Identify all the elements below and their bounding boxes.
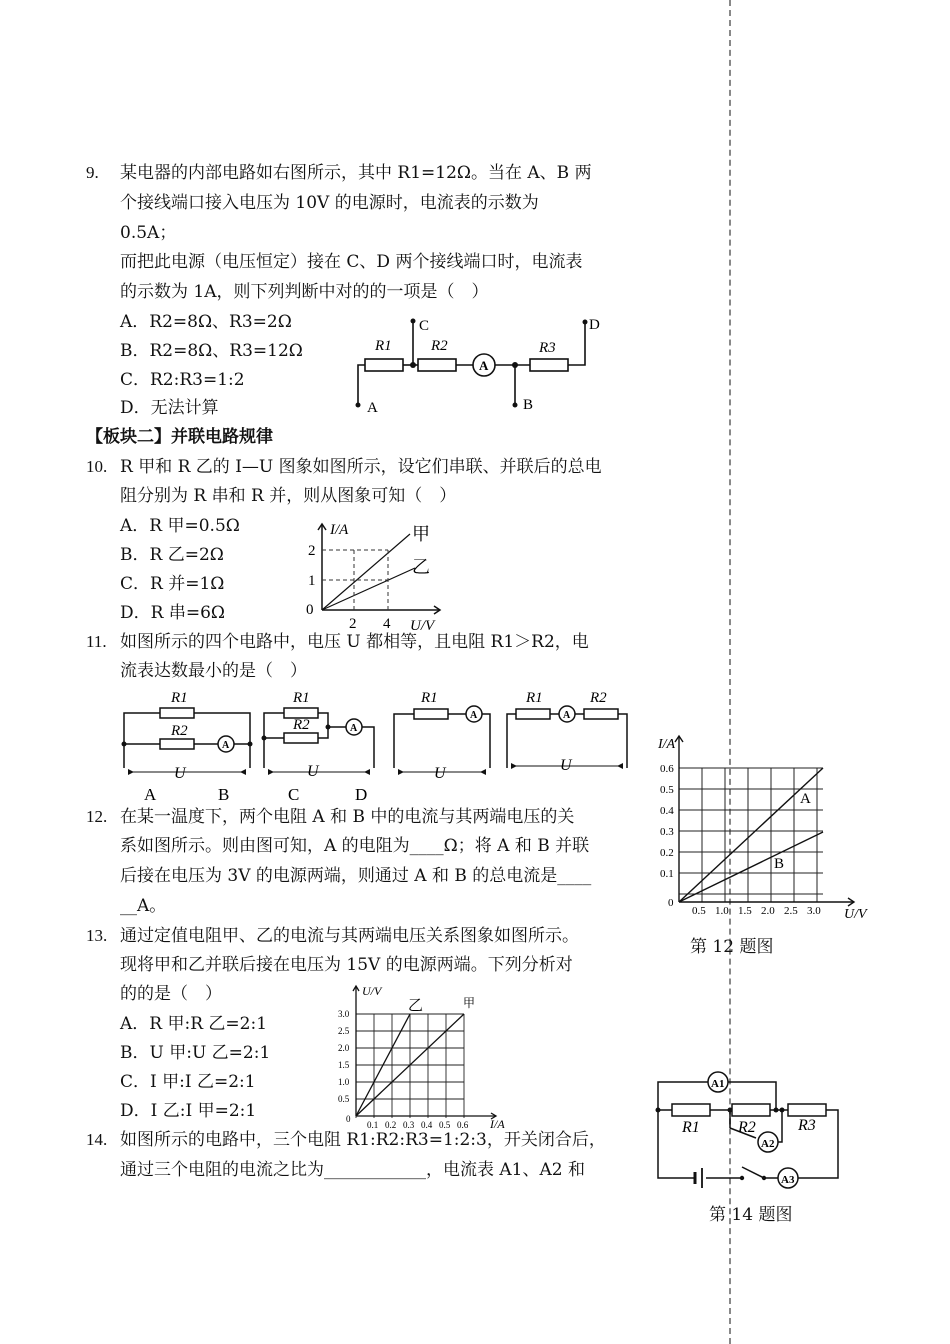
q10-line-jia-label: 甲: [412, 524, 430, 544]
q10-number: 10.: [86, 457, 108, 476]
q11-circuit-label: C: [288, 785, 300, 804]
q14-figure-caption: 第 14 题图: [709, 1205, 793, 1225]
ammeter-a1-icon: A1: [711, 1078, 725, 1090]
q9-circuit-diagram: [345, 312, 610, 417]
q10-option-c: C．R 并=1Ω: [120, 574, 225, 594]
q13-option-a: A．R 甲:R 乙=2:1: [120, 1014, 268, 1034]
q9-line5: 的示数为 1A，则下列判断中对的的一项是（ ）: [120, 282, 489, 302]
ammeter-a3-icon: A3: [781, 1174, 795, 1186]
q11-r2-label: R2: [590, 690, 607, 706]
q13-y-tick: 0: [346, 1114, 351, 1124]
q13-y-tick: 2.0: [338, 1043, 350, 1053]
q12-y-axis-label: I/A: [658, 737, 676, 752]
q12-x-axis-label: U/V: [844, 907, 867, 922]
q10-line2: 阻分别为 R 串和 R 并，则从图象可知（ ）: [120, 486, 457, 506]
q12-x-tick: 1.0: [715, 905, 729, 917]
q9-line1: 某电器的内部电路如右图所示，其中 R1=12Ω。当在 A、B 两: [120, 163, 592, 183]
q13-y-tick: 3.0: [338, 1009, 350, 1019]
q9-terminal-d: D: [589, 317, 600, 333]
q13-y-axis-label: U/V: [362, 984, 382, 998]
q10-x-tick: 4: [383, 616, 391, 632]
q13-line2: 现将甲和乙并联后接在电压为 15V 的电源两端。下列分析对: [120, 955, 573, 975]
section-heading: 【板块二】并联电路规律: [86, 427, 273, 447]
q13-option-b: B．U 甲:U 乙=2:1: [120, 1043, 271, 1063]
q14-number: 14.: [86, 1130, 108, 1149]
q10-line-yi-label: 乙: [412, 557, 430, 577]
q10-option-b: B．R 乙=2Ω: [120, 545, 224, 565]
q12-line-b-label: B: [774, 856, 785, 872]
q13-line1: 通过定值电阻甲、乙的电流与其两端电压关系图象如图所示。: [120, 926, 579, 946]
q12-line4: __A。: [120, 896, 167, 916]
q11-circuit-label: D: [355, 785, 368, 804]
q9-option-a: A．R2=8Ω、R3=2Ω: [120, 312, 292, 332]
q12-y-tick: 0.5: [660, 784, 674, 796]
ammeter-icon: A: [470, 710, 478, 721]
q11-r1-label: R1: [293, 690, 310, 706]
q12-line3: 后接在电压为 3V 的电源两端，则通过 A 和 B 的总电流是____: [120, 866, 592, 886]
q12-figure-caption: 第 12 题图: [690, 937, 774, 957]
q11-line1: 如图所示的四个电路中，电压 U 都相等，且电阻 R1＞R2，电: [120, 632, 589, 652]
q12-line2: 系如图所示。则由图可知，A 的电阻为____Ω；将 A 和 B 并联: [120, 836, 590, 856]
q9-terminal-c: C: [419, 318, 430, 334]
q11-four-circuits: [118, 686, 638, 804]
q11-r2-label: R2: [171, 723, 188, 739]
q13-line-jia-label: 甲: [463, 996, 476, 1010]
q11-number: 11.: [86, 632, 107, 651]
q11-voltage-label: U: [174, 765, 186, 782]
q9-r3-label: R3: [539, 340, 556, 356]
q14-r2-label: R2: [738, 1119, 756, 1136]
q14-circuit-diagram: [652, 1070, 844, 1192]
q9-line2: 个接线端口接入电压为 10V 的电源时，电流表的示数为: [120, 193, 539, 213]
q9-option-c: C．R2:R3=1:2: [120, 370, 245, 390]
q9-r2-label: R2: [431, 338, 448, 354]
q9-line4: 而把此电源（电压恒定）接在 C、D 两个接线端口时，电流表: [120, 252, 583, 272]
q13-number: 13.: [86, 926, 108, 945]
q12-x-tick: 1.5: [738, 905, 752, 917]
q12-y-tick: 0.6: [660, 763, 674, 775]
q9-terminal-b: B: [523, 397, 534, 413]
q12-number: 12.: [86, 807, 108, 826]
q9-r1-label: R1: [375, 338, 392, 354]
q13-x-tick: 0.1: [367, 1120, 379, 1130]
q12-y-tick: 0.1: [660, 868, 674, 880]
q14-r1-label: R1: [682, 1119, 700, 1136]
q10-x-axis-label: U/V: [410, 618, 435, 634]
q13-x-axis-label: I/A: [490, 1117, 505, 1131]
q12-y-tick: 0.4: [660, 805, 674, 817]
q11-r1-label: R1: [526, 690, 543, 706]
q12-y-tick: 0: [668, 897, 674, 909]
ammeter-icon: A: [563, 710, 571, 721]
q10-y-axis-label: I/A: [330, 522, 349, 538]
q11-circuit-label: A: [144, 785, 157, 804]
q11-voltage-label: U: [560, 757, 572, 774]
q13-line3: 的的是（ ）: [120, 984, 222, 1004]
q12-line1: 在某一温度下，两个电阻 A 和 B 中的电流与其两端电压的关: [120, 807, 575, 827]
q11-r1-label: R1: [421, 690, 438, 706]
q12-y-tick: 0.2: [660, 847, 674, 859]
q9-line3: 0.5A；: [120, 223, 177, 243]
ammeter-icon: A: [350, 723, 358, 734]
q14-line1: 如图所示的电路中，三个电阻 R1:R2:R3=1:2:3，开关闭合后，: [120, 1130, 606, 1150]
ammeter-a2-icon: A2: [761, 1138, 775, 1150]
q14-line2: 通过三个电阻的电流之比为____________，电流表 A1、A2 和: [120, 1160, 585, 1180]
q9-option-d: D．无法计算: [120, 398, 219, 418]
q10-line1: R 甲和 R 乙的 I—U 图象如图所示，设它们串联、并联后的总电: [120, 457, 602, 477]
q11-voltage-label: U: [434, 765, 446, 782]
q12-iu-graph: [656, 732, 876, 924]
q12-y-tick: 0.3: [660, 826, 674, 838]
q10-x-tick: 2: [349, 616, 357, 632]
q10-option-a: A．R 甲=0.5Ω: [120, 516, 240, 536]
q10-y-tick: 1: [308, 573, 316, 589]
q13-x-tick: 0.3: [403, 1120, 415, 1130]
q9-option-b: B．R2=8Ω、R3=12Ω: [120, 341, 303, 361]
q13-y-tick: 2.5: [338, 1026, 350, 1036]
q13-x-tick: 0.2: [385, 1120, 397, 1130]
q13-x-tick: 0.4: [421, 1120, 433, 1130]
q13-x-tick: 0.5: [439, 1120, 451, 1130]
q13-y-tick: 1.0: [338, 1077, 350, 1087]
q11-r1-label: R1: [171, 690, 188, 706]
q10-option-d: D．R 串=6Ω: [120, 603, 225, 623]
ammeter-icon: A: [222, 740, 230, 751]
q11-circuit-label: B: [218, 785, 230, 804]
q12-x-tick: 2.5: [784, 905, 798, 917]
q14-r3-label: R3: [798, 1117, 816, 1134]
q9-number: 9.: [86, 163, 99, 182]
q10-y-tick: 0: [306, 602, 314, 618]
q12-x-tick: 3.0: [807, 905, 821, 917]
q13-x-tick: 0.6: [457, 1120, 469, 1130]
q13-ui-graph: [336, 982, 508, 1132]
q9-terminal-a: A: [367, 400, 378, 416]
q13-line-yi-label: 乙: [408, 998, 424, 1014]
q13-option-d: D．I 乙:I 甲=2:1: [120, 1101, 257, 1121]
q10-y-tick: 2: [308, 543, 316, 559]
q11-line2: 流表达数最小的是（ ）: [120, 661, 307, 681]
q12-x-tick: 2.0: [761, 905, 775, 917]
q12-line-a-label: A: [800, 791, 811, 807]
q12-x-tick: 0.5: [692, 905, 706, 917]
q10-iu-graph: [300, 518, 450, 634]
q13-option-c: C．I 甲:I 乙=2:1: [120, 1072, 256, 1092]
q13-y-tick: 1.5: [338, 1060, 350, 1070]
q11-r2-label: R2: [293, 717, 310, 733]
q13-y-tick: 0.5: [338, 1094, 350, 1104]
ammeter-icon: A: [479, 358, 489, 373]
q11-voltage-label: U: [307, 763, 319, 780]
